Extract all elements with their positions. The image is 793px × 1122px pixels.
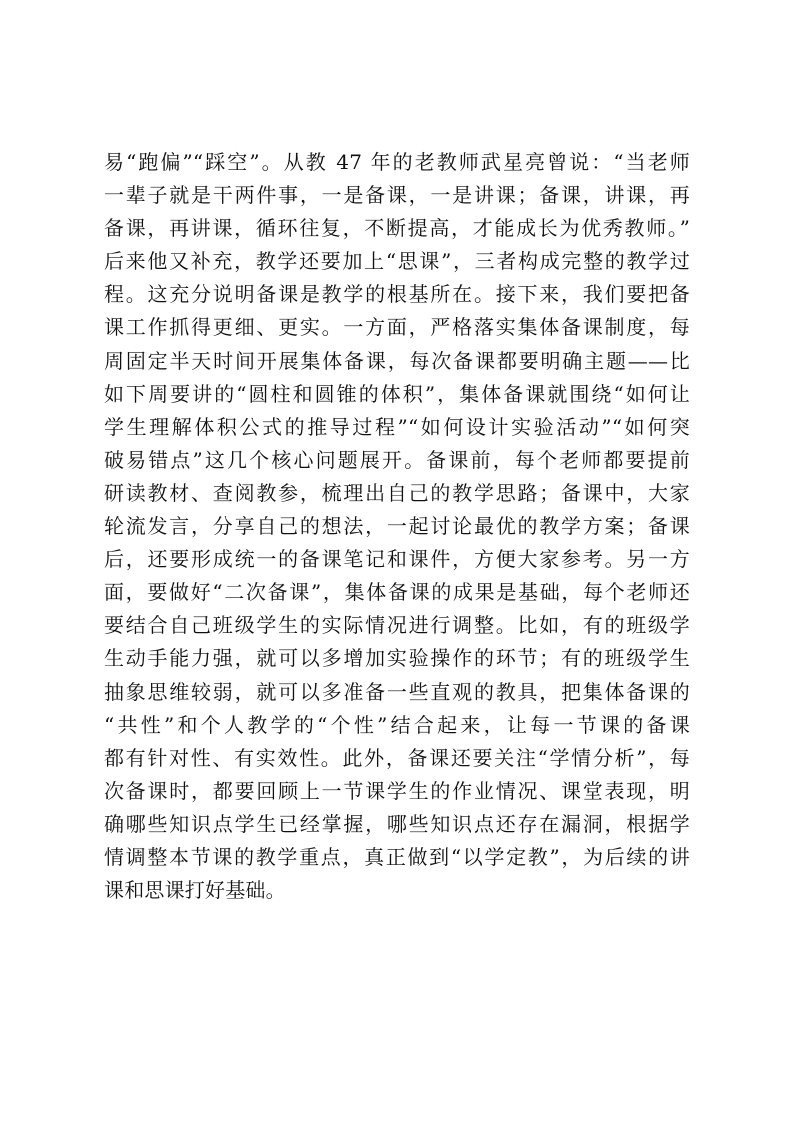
text-line: 后来他又补充，教学还要加上“思课”，三者构成完整的教学过 [104, 249, 690, 274]
text-line: “共性”和个人教学的“个性”结合起来，让每一节课的备课 [104, 712, 690, 737]
text-line: 要结合自己班级学生的实际情况进行调整。比如，有的班级学 [104, 613, 690, 638]
body-text [104, 146, 690, 907]
text-line: 研读教材、查阅教参，梳理出自己的教学思路；备课中，大家 [104, 480, 690, 505]
text-line: 生动手能力强，就可以多增加实验操作的环节；有的班级学生 [104, 646, 690, 671]
text-line: 程。这充分说明备课是教学的根基所在。接下来，我们要把备 [104, 282, 690, 307]
text-line: 次备课时，都要回顾上一节课学生的作业情况、课堂表现，明 [104, 778, 690, 803]
text-line: 易“跑偏”“踩空”。从教 47 年的老教师武星亮曾说：“当老师 [104, 150, 690, 174]
text-line: 课和思课打好基础。 [104, 878, 286, 903]
text-line: 确哪些知识点学生已经掌握，哪些知识点还存在漏洞，根据学 [104, 811, 690, 836]
text-line: 情调整本节课的教学重点，真正做到“以学定教”，为后续的讲 [104, 844, 690, 869]
text-line: 轮流发言，分享自己的想法，一起讨论最优的教学方案；备课 [104, 514, 690, 539]
text-line: 面，要做好“二次备课”，集体备课的成果是基础，每个老师还 [104, 580, 690, 605]
text-line: 破易错点”这几个核心问题展开。备课前，每个老师都要提前 [104, 447, 690, 472]
text-line: 课工作抓得更细、更实。一方面，严格落实集体备课制度，每 [104, 315, 690, 340]
text-line: 都有针对性、有实效性。此外，备课还要关注“学情分析”，每 [104, 745, 690, 770]
text-line: 抽象思维较弱，就可以多准备一些直观的教具，把集体备课的 [104, 679, 690, 704]
text-line: 学生理解体积公式的推导过程”“如何设计实验活动”“如何突 [104, 414, 690, 439]
text-line: 如下周要讲的“圆柱和圆锥的体积”，集体备课就围绕“如何让 [104, 381, 690, 406]
text-line: 后，还要形成统一的备课笔记和课件，方便大家参考。另一方 [104, 547, 690, 572]
text-line: 备课，再讲课，循环往复，不断提高，才能成长为优秀教师。” [104, 216, 690, 241]
text-line: 周固定半天时间开展集体备课，每次备课都要明确主题——比 [104, 348, 690, 373]
text-line: 一辈子就是干两件事，一是备课，一是讲课；备课，讲课，再 [104, 183, 690, 208]
